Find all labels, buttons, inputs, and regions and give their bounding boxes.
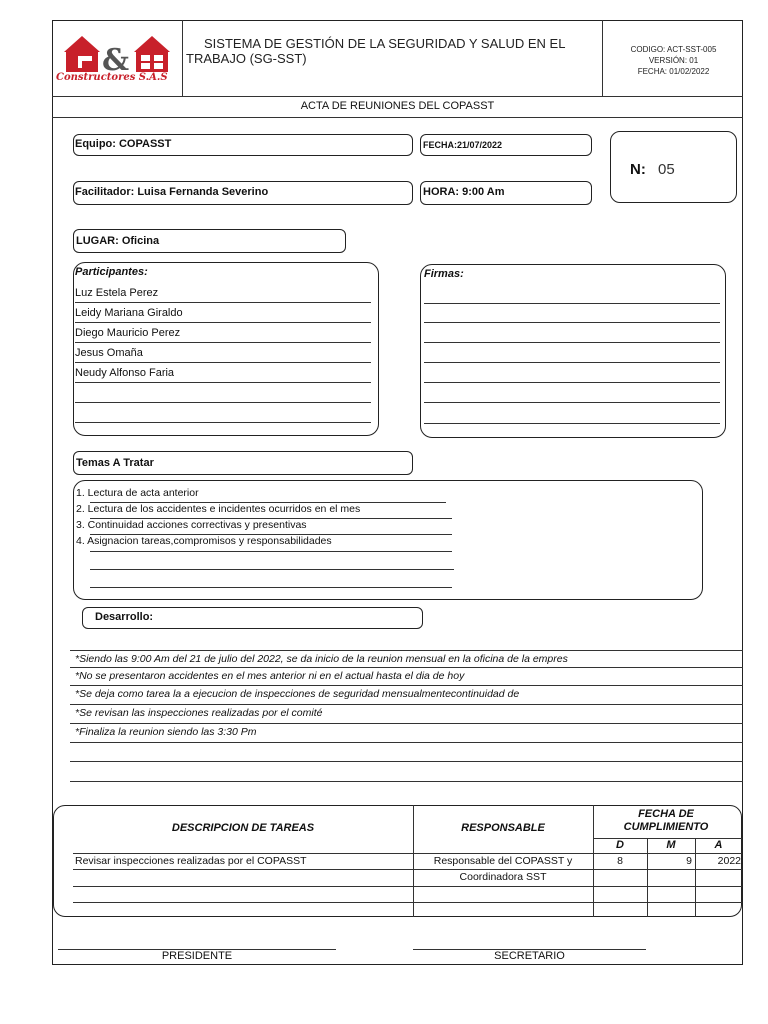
document-version: VERSIÓN: 01 [648,56,699,65]
presidente-label: PRESIDENTE [161,950,233,962]
document-meta [604,44,743,77]
participante-line [75,362,371,363]
desarrollo-text: *Siendo las 9:00 Am del 21 de julio del 2022, se da inicio de la reunion mensual en la oficina de la empres [75,653,568,665]
tema-line [90,502,446,503]
participante-name: Jesus Omaña [75,347,143,359]
col-dia-header: D [616,839,624,851]
header-bottom-line [52,96,743,97]
tarea-ano: 2022 [717,855,741,867]
firma-line [424,423,720,424]
firma-line [424,342,720,343]
tema-line [90,587,452,588]
numero-label: N: [630,161,646,178]
tema-item: 2. Lectura de los accidentes e incidentes ocurridos en el mes [76,503,361,515]
equipo-field: Equipo: COPASST [75,138,172,150]
secretario-label: SECRETARIO [494,950,565,962]
tarea-mes: 9 [686,855,692,867]
tareas-row-divider [73,869,742,870]
document-code: CODIGO: ACT-SST-005 [630,45,717,54]
desarrollo-line [70,723,743,724]
col-responsable-header: RESPONSABLE [461,822,545,834]
tareas-row-divider [73,853,742,854]
firmas-label: Firmas: [424,268,464,280]
participante-name: Leidy Mariana Giraldo [75,307,183,319]
company-logo [56,30,180,92]
tema-item: 4. Asignacion tareas,compromisos y responsabilidades [76,535,332,547]
tema-item: 1. Lectura de acta anterior [76,487,199,499]
firma-line [424,382,720,383]
tema-line [90,534,452,535]
lugar-field: LUGAR: Oficina [76,235,160,247]
tarea-descripcion: Revisar inspecciones realizadas por el COPASST [75,855,307,867]
participante-line [75,422,371,423]
participantes-label: Participantes: [75,266,148,278]
numero-value: 05 [658,161,675,178]
desarrollo-line [70,667,743,668]
desarrollo-line [70,742,743,743]
participante-line [75,382,371,383]
tareas-row-divider [73,886,742,887]
col-descripcion-header: DESCRIPCION DE TAREAS [171,822,315,834]
header-divider-right [602,20,603,96]
tarea-responsable-cont: Coordinadora SST [459,871,547,883]
tareas-row-divider [73,902,742,903]
tema-line [90,569,454,570]
desarrollo-label: Desarrollo: [95,611,154,623]
desarrollo-text: *No se presentaron accidentes en el mes anterior ni en el actual hasta el dia de hoy [75,670,465,682]
document-date: FECHA: 01/02/2022 [637,67,710,76]
header-divider-left [182,20,183,96]
participante-line [75,402,371,403]
fecha-field: FECHA:21/07/2022 [423,140,503,150]
firma-line [424,362,720,363]
desarrollo-line [70,685,743,686]
participante-line [75,302,371,303]
participante-line [75,322,371,323]
col-fecha-header: FECHA DE CUMPLIMIENTO [623,808,709,833]
acta-title: ACTA DE REUNIONES DEL COPASST [300,100,495,112]
participante-name: Diego Mauricio Perez [75,327,181,339]
col-ano-header: A [714,839,723,851]
firma-line [424,402,720,403]
numero-field [630,161,675,178]
col-mes-header: M [666,839,676,851]
temas-label: Temas A Tratar [76,457,154,469]
system-title: SISTEMA DE GESTIÓN DE LA SEGURIDAD Y SALUD EN EL TRABAJO (SG-SST) [186,36,565,66]
logo-text: Constructores S.A.S [56,72,168,83]
participante-name: Luz Estela Perez [75,287,159,299]
firma-line [424,303,720,304]
desarrollo-line [70,761,743,762]
desarrollo-line [70,704,743,705]
tema-line [90,518,452,519]
desarrollo-text: *Se deja como tarea la a ejecucion de inspecciones de seguridad mensualmentecontinuidad de [75,688,520,700]
participante-line [75,342,371,343]
desarrollo-text: *Se revisan las inspecciones realizadas por el comité [75,707,323,719]
firma-line [424,322,720,323]
desarrollo-line [70,781,743,782]
acta-title-line [52,117,743,118]
desarrollo-line [70,650,743,651]
participante-name: Neudy Alfonso Faria [75,367,175,379]
firmas-box [420,264,726,438]
hora-field: HORA: 9:00 Am [423,186,505,198]
tema-line [90,551,452,552]
facilitador-field: Facilitador: Luisa Fernanda Severino [75,186,269,198]
tema-item: 3. Continuidad acciones correctivas y presentivas [76,519,307,531]
tarea-responsable: Responsable del COPASST y [433,855,573,867]
desarrollo-text: *Finaliza la reunion siendo las 3:30 Pm [75,726,257,738]
tarea-dia: 8 [617,855,623,867]
svg-text:&: & [102,43,130,78]
